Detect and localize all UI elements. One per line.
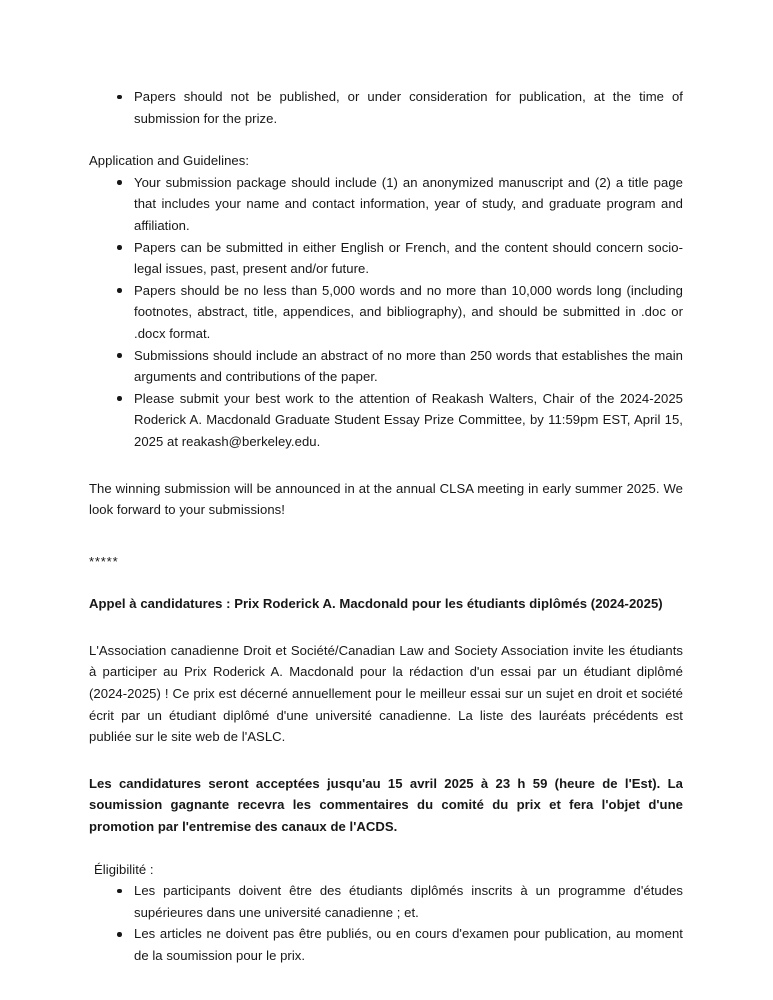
- english-guidelines-bullet-list: [89, 172, 683, 453]
- list-item: Your submission package should include (1) an anonymized manuscript and (2) a title page that includes your name and contact information, year of study, and graduate program and affiliation.: [89, 172, 683, 237]
- list-item: Submissions should include an abstract of no more than 250 words that establishes the main arguments and contributions of the paper.: [89, 345, 683, 388]
- list-item: Papers should not be published, or under consideration for publication, at the time of submission for the prize.: [89, 86, 683, 129]
- spacer: [89, 521, 683, 551]
- list-item: Papers should be no less than 5,000 words and no more than 10,000 words long (including footnotes, abstract, title, appendices, and bibliography), and should be submitted in .doc or .docx format.: [89, 280, 683, 345]
- spacer: [89, 748, 683, 773]
- spacer: [89, 129, 683, 150]
- french-eligibility-label: Éligibilité :: [94, 861, 154, 877]
- french-deadline-paragraph: Les candidatures seront acceptées jusqu'au 15 avril 2025 à 23 h 59 (heure de l'Est). La soumission gagnante recevra les commentaires du comité du prix et fera l'objet d'une promotion par l'entremise des canaux de l'ACDS.: [89, 775, 683, 835]
- spacer: [89, 615, 683, 640]
- french-eligibility-bullet-list: [89, 880, 683, 966]
- list-item: Les participants doivent être des étudiants diplômés inscrits à un programme d'études supérieures dans une université canadienne ; et.: [89, 880, 683, 923]
- english-top-bullet-list: [89, 86, 683, 129]
- french-intro-paragraph: L'Association canadienne Droit et Société/Canadian Law and Society Association invite les étudiants à participer au Prix Roderick A. Macdonald pour la rédaction d'un essai par un étudiant diplômé (2024-2025) ! Ce prix est décerné annuellement pour le meilleur essai sur un sujet en droit et société écrit par un étudiant diplômé d'une université canadienne. La liste des lauréats précédents est publiée sur le site web de l'ASLC.: [89, 642, 683, 745]
- spacer: [89, 453, 683, 478]
- list-item: Please submit your best work to the attention of Reakash Walters, Chair of the 2024-2025 Roderick A. Macdonald Graduate Student Essay Prize Committee, by 11:59pm EST, April 15, 2025 at reakash@berkeley.edu.: [89, 388, 683, 453]
- list-item: Les articles ne doivent pas être publiés, ou en cours d'examen pour publication, au moment de la soumission pour le prix.: [89, 923, 683, 966]
- section-separator: *****: [89, 553, 119, 569]
- spacer: [89, 572, 683, 593]
- list-item: Papers can be submitted in either English or French, and the content should concern socio-legal issues, past, present and/or future.: [89, 237, 683, 280]
- spacer: [89, 838, 683, 859]
- application-guidelines-label: Application and Guidelines:: [89, 153, 250, 169]
- english-closing-paragraph: The winning submission will be announced in at the annual CLSA meeting in early summer 2025. We look forward to your submissions!: [89, 480, 683, 518]
- french-heading: Appel à candidatures : Prix Roderick A. Macdonald pour les étudiants diplômés (2024-2025): [89, 596, 663, 612]
